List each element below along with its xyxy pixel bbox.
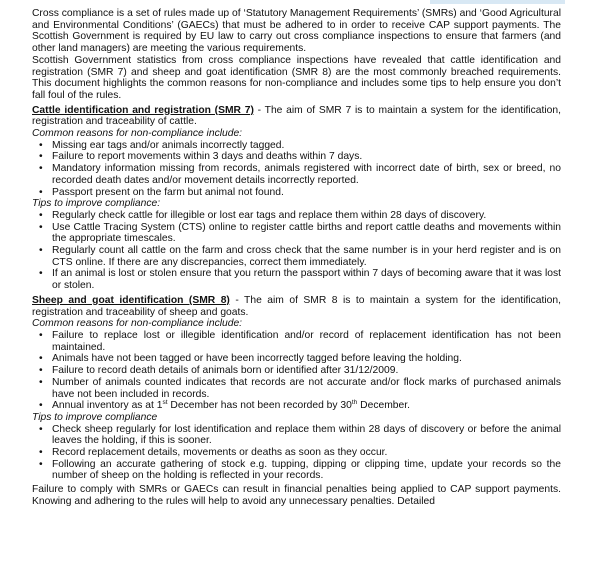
list-item: • Number of animals counted indicates that records are not accurate and/or flock marks of purchased animals have not been included in records. <box>52 377 561 400</box>
cattle-tips-list <box>32 210 561 292</box>
list-item: • Failure to record death details of animals born or identified after 31/12/2009. <box>52 365 561 377</box>
list-item: • Failure to replace lost or illegible identification and/or record of replacement identification has not been maintained. <box>52 330 561 353</box>
list-item: • Following an accurate gathering of stock e.g. tupping, dipping or clipping time, update your records so the number of sheep on the holding is reflected in your records. <box>52 459 561 482</box>
list-item: • Use Cattle Tracing System (CTS) online to register cattle births and report cattle deaths and movements within the appropriate timescales. <box>52 222 561 245</box>
intro-paragraph-2: Scottish Government statistics from cross compliance inspections have revealed that cattle identification and registration (SMR 7) and sheep and goat identification (SMR 8) are the most commonly breached requirements. This document highlights the common reasons for non-compliance and includes some tips to help ensure you don’t fall foul of the rules. <box>32 54 561 101</box>
document-page <box>32 8 561 508</box>
list-item: • Regularly check cattle for illegible or lost ear tags and replace them within 28 days of discovery. <box>52 210 561 222</box>
list-item: • Record replacement details, movements or deaths as soon as they occur. <box>52 447 561 459</box>
sheep-section-intro <box>32 295 561 318</box>
cattle-aim: - The aim of SMR 7 is to maintain a system for the identification, registration and traceability of cattle. <box>32 104 561 128</box>
list-item: • Failure to report movements within 3 days and deaths within 7 days. <box>52 151 561 163</box>
list-item: • Passport present on the farm but animal not found. <box>52 187 561 199</box>
intro-paragraph-1: Cross compliance is a set of rules made up of ‘Statutory Management Requirements’ (SMRs) and ‘Good Agricultural and Environmental Conditions’ (GAECs) that must be adhered to in order to receive CAP support payments. The Scottish Government is required by EU law to carry out cross compliance inspections to ensure that farmers (and other land managers) are meeting the various requirements. <box>32 8 561 55</box>
list-item-annual-inventory: • Annual inventory as at 1st December has not been recorded by 30th December. <box>52 400 561 412</box>
cattle-section-intro <box>32 105 561 128</box>
header-tab-strip <box>430 0 565 4</box>
list-item: • Check sheep regularly for lost identification and replace them within 28 days of discovery or before the animal leaves the holding, if this is sooner. <box>52 424 561 447</box>
sheep-reasons-label: Common reasons for non-compliance include: <box>32 318 243 330</box>
list-item: • If an animal is lost or stolen ensure that you return the passport within 7 days of becoming aware that it was lost or stolen. <box>52 268 561 291</box>
list-item: • Animals have not been tagged or have been incorrectly tagged before leaving the holding. <box>52 353 561 365</box>
cattle-reasons-list <box>32 140 561 199</box>
cattle-reasons-label: Common reasons for non-compliance include: <box>32 128 243 140</box>
cattle-heading: Cattle identification and registration (SMR 7) <box>32 104 254 116</box>
sheep-aim: - The aim of SMR 8 is to maintain a system for the identification, registration and traceability of sheep and goats. <box>32 294 561 318</box>
sheep-tips-label: Tips to improve compliance <box>32 411 158 423</box>
closing-paragraph: Failure to comply with SMRs or GAECs can result in financial penalties being applied to CAP support payments. Knowing and adhering to the rules will help to avoid any unnecessary penalties. Detailed <box>32 484 561 507</box>
list-item: • Missing ear tags and/or animals incorrectly tagged. <box>52 140 561 152</box>
sheep-tips-list <box>32 424 561 483</box>
cattle-tips-label: Tips to improve compliance: <box>32 198 161 210</box>
list-item: • Mandatory information missing from records, animals registered with incorrect date of birth, sex or breed, no recorded death dates and/or movement details incorrectly reported. <box>52 163 561 186</box>
list-item: • Regularly count all cattle on the farm and cross check that the same number is in your herd register and is on CTS online. If there are any discrepancies, correct them immediately. <box>52 245 561 268</box>
sheep-heading: Sheep and goat identification (SMR 8) <box>32 294 230 306</box>
sheep-reasons-list <box>32 330 561 412</box>
